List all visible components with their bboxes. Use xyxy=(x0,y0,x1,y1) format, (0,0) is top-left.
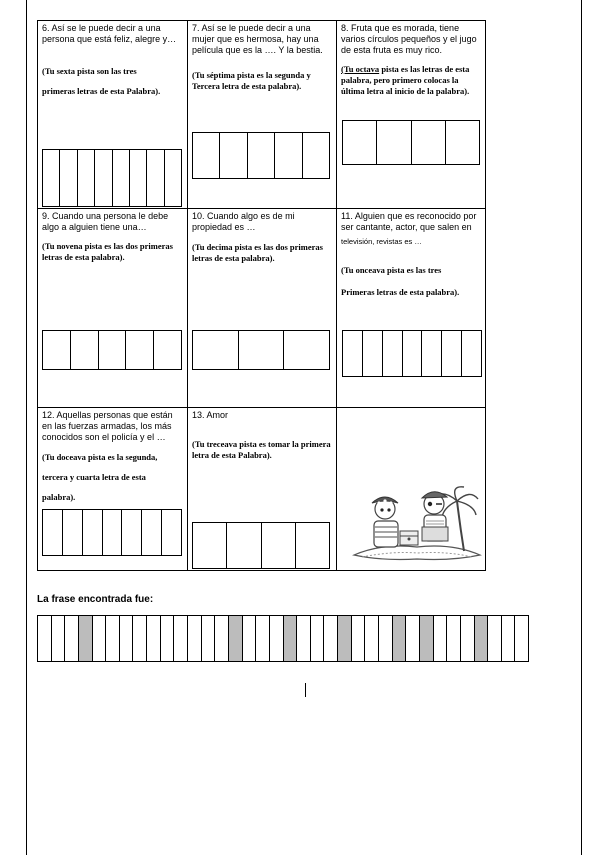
letter-box[interactable] xyxy=(343,121,377,164)
letter-box[interactable] xyxy=(220,133,247,178)
clue-10-hint: (Tu decima pista es las dos primeras letras de esta palabra). xyxy=(192,242,323,263)
letter-box[interactable] xyxy=(60,150,77,206)
clue-12-answer-boxes[interactable] xyxy=(42,509,182,556)
phrase-letter-box[interactable] xyxy=(188,616,202,661)
phrase-letter-box[interactable] xyxy=(270,616,284,661)
clue-10-prompt: 10. Cuando algo es de mi propiedad es … xyxy=(192,211,295,232)
letter-box[interactable] xyxy=(154,331,181,369)
letter-box[interactable] xyxy=(78,150,95,206)
phrase-letter-box[interactable] xyxy=(324,616,338,661)
clue-8-hint xyxy=(341,64,481,97)
clue-11-answer-boxes[interactable] xyxy=(342,330,482,377)
phrase-letter-box[interactable] xyxy=(311,616,325,661)
letter-box[interactable] xyxy=(403,331,423,376)
phrase-word-separator xyxy=(338,616,352,661)
clue-13-prompt: 13. Amor xyxy=(192,410,229,420)
letter-box[interactable] xyxy=(377,121,411,164)
phrase-letter-box[interactable] xyxy=(215,616,229,661)
clue-7-answer-boxes[interactable] xyxy=(192,132,330,179)
pirate-island-illustration xyxy=(352,481,482,563)
text-cursor xyxy=(305,683,306,697)
letter-box[interactable] xyxy=(130,150,147,206)
clue-9-prompt: 9. Cuando una persona le debe algo a alguien tiene una… xyxy=(42,211,169,232)
clue-6-answer-boxes[interactable] xyxy=(42,149,182,207)
clue-9-hint: (Tu novena pista es las dos primeras letras de esta palabra). xyxy=(42,241,173,262)
clue-7-prompt: 7. Así se le puede decir a una mujer que es hermosa, hay una película que es la …. Y la bestia. xyxy=(192,23,323,55)
letter-box[interactable] xyxy=(462,331,481,376)
clue-13-answer-boxes[interactable] xyxy=(192,522,330,569)
letter-box[interactable] xyxy=(296,523,329,568)
letter-box[interactable] xyxy=(248,133,275,178)
clue-12-prompt: 12. Aquellas personas que están en las fuerzas armadas, los más conocidos son el policía y el … xyxy=(42,410,173,442)
clue-8-cell xyxy=(337,21,486,209)
letter-box[interactable] xyxy=(43,331,71,369)
letter-box[interactable] xyxy=(446,121,479,164)
phrase-letter-box[interactable] xyxy=(65,616,79,661)
page-border-left xyxy=(26,0,27,855)
clue-8-hint-underlined: (Tu octava xyxy=(341,64,380,74)
phrase-letter-box[interactable] xyxy=(515,616,528,661)
letter-box[interactable] xyxy=(422,331,442,376)
letter-box[interactable] xyxy=(43,150,60,206)
letter-box[interactable] xyxy=(63,510,83,555)
letter-box[interactable] xyxy=(165,150,181,206)
letter-box[interactable] xyxy=(193,523,227,568)
letter-box[interactable] xyxy=(363,331,383,376)
phrase-word-separator xyxy=(284,616,298,661)
clue-11-cell xyxy=(337,209,486,408)
phrase-letter-box[interactable] xyxy=(147,616,161,661)
phrase-letter-box[interactable] xyxy=(256,616,270,661)
letter-box[interactable] xyxy=(103,510,123,555)
phrase-word-separator xyxy=(475,616,489,661)
phrase-word-separator xyxy=(393,616,407,661)
letter-box[interactable] xyxy=(412,121,446,164)
letter-box[interactable] xyxy=(343,331,363,376)
clue-6-hint: (Tu sexta pista son las tres primeras letras de esta Palabra). xyxy=(42,66,161,96)
letter-box[interactable] xyxy=(147,150,164,206)
clue-8-prompt: 8. Fruta que es morada, tiene varios círculos pequeños y el jugo de esta fruta es muy rico. xyxy=(341,23,477,55)
clue-10-cell xyxy=(188,209,337,408)
phrase-letter-box[interactable] xyxy=(161,616,175,661)
clue-6-prompt: 6. Así se le puede decir a una persona que está feliz, alegre y… xyxy=(42,23,177,44)
phrase-letter-box[interactable] xyxy=(297,616,311,661)
phrase-letter-box[interactable] xyxy=(365,616,379,661)
letter-box[interactable] xyxy=(227,523,261,568)
clue-7-cell xyxy=(188,21,337,209)
letter-box[interactable] xyxy=(275,133,302,178)
letter-box[interactable] xyxy=(442,331,462,376)
letter-box[interactable] xyxy=(162,510,181,555)
phrase-word-separator xyxy=(420,616,434,661)
clue-12-hint: (Tu doceava pista es la segunda, tercera y cuarta letra de esta palabra). xyxy=(42,452,158,502)
letter-box[interactable] xyxy=(193,133,220,178)
phrase-letter-box[interactable] xyxy=(52,616,66,661)
letter-box[interactable] xyxy=(303,133,329,178)
clue-11-prompt: 11. Alguien que es reconocido por ser cantante, actor, que salen en xyxy=(341,211,477,232)
letter-box[interactable] xyxy=(71,331,99,369)
clue-8-hint-rest: pista es las letras de esta palabra, pero primero colocas la última letra al inicio de la palabra). xyxy=(341,64,470,96)
phrase-letter-box[interactable] xyxy=(120,616,134,661)
phrase-letter-box[interactable] xyxy=(174,616,188,661)
letter-box[interactable] xyxy=(95,150,112,206)
clue-11-hint-rest: Primeras letras de esta palabra). xyxy=(341,287,460,297)
phrase-letter-box[interactable] xyxy=(93,616,107,661)
phrase-letter-box[interactable] xyxy=(488,616,502,661)
clue-7-hint: (Tu séptima pista es la segunda y Tercera letra de esta palabra). xyxy=(192,70,311,91)
phrase-letter-box[interactable] xyxy=(461,616,475,661)
clue-11-hint xyxy=(341,259,481,303)
clue-8-answer-boxes[interactable] xyxy=(342,120,480,165)
letter-box[interactable] xyxy=(122,510,142,555)
phrase-word-separator xyxy=(79,616,93,661)
letter-box[interactable] xyxy=(284,331,329,369)
clue-6-cell xyxy=(38,21,188,209)
phrase-letter-box[interactable] xyxy=(447,616,461,661)
clue-12-cell xyxy=(38,408,188,571)
phrase-word-separator xyxy=(229,616,243,661)
clue-13-hint: (Tu treceava pista es tomar la primera letra de esta Palabra). xyxy=(192,439,331,460)
clue-10-answer-boxes[interactable] xyxy=(192,330,330,370)
letter-box[interactable] xyxy=(262,523,296,568)
phrase-letter-box[interactable] xyxy=(352,616,366,661)
phrase-letter-box[interactable] xyxy=(406,616,420,661)
phrase-label: La frase encontrada fue: xyxy=(37,594,154,605)
clue-11-prompt-small: televisión, revistas es … xyxy=(341,237,422,246)
page-border-right xyxy=(581,0,582,855)
clue-9-cell xyxy=(38,209,188,408)
phrase-letter-box[interactable] xyxy=(502,616,516,661)
letter-box[interactable] xyxy=(142,510,162,555)
clue-11-hint-first: (Tu onceava pista es las tres xyxy=(341,265,442,275)
letter-box[interactable] xyxy=(239,331,285,369)
letter-box[interactable] xyxy=(43,510,63,555)
phrase-letter-box[interactable] xyxy=(434,616,448,661)
letter-box[interactable] xyxy=(83,510,103,555)
phrase-letter-box[interactable] xyxy=(243,616,257,661)
clue-9-answer-boxes[interactable] xyxy=(42,330,182,370)
phrase-answer-row[interactable] xyxy=(37,615,529,662)
phrase-letter-box[interactable] xyxy=(202,616,216,661)
letter-box[interactable] xyxy=(113,150,130,206)
phrase-letter-box[interactable] xyxy=(106,616,120,661)
letter-box[interactable] xyxy=(383,331,403,376)
letter-box[interactable] xyxy=(99,331,127,369)
clue-13-cell xyxy=(188,408,337,571)
letter-box[interactable] xyxy=(193,331,239,369)
phrase-letter-box[interactable] xyxy=(38,616,52,661)
phrase-letter-box[interactable] xyxy=(379,616,393,661)
letter-box[interactable] xyxy=(126,331,154,369)
phrase-letter-box[interactable] xyxy=(133,616,147,661)
